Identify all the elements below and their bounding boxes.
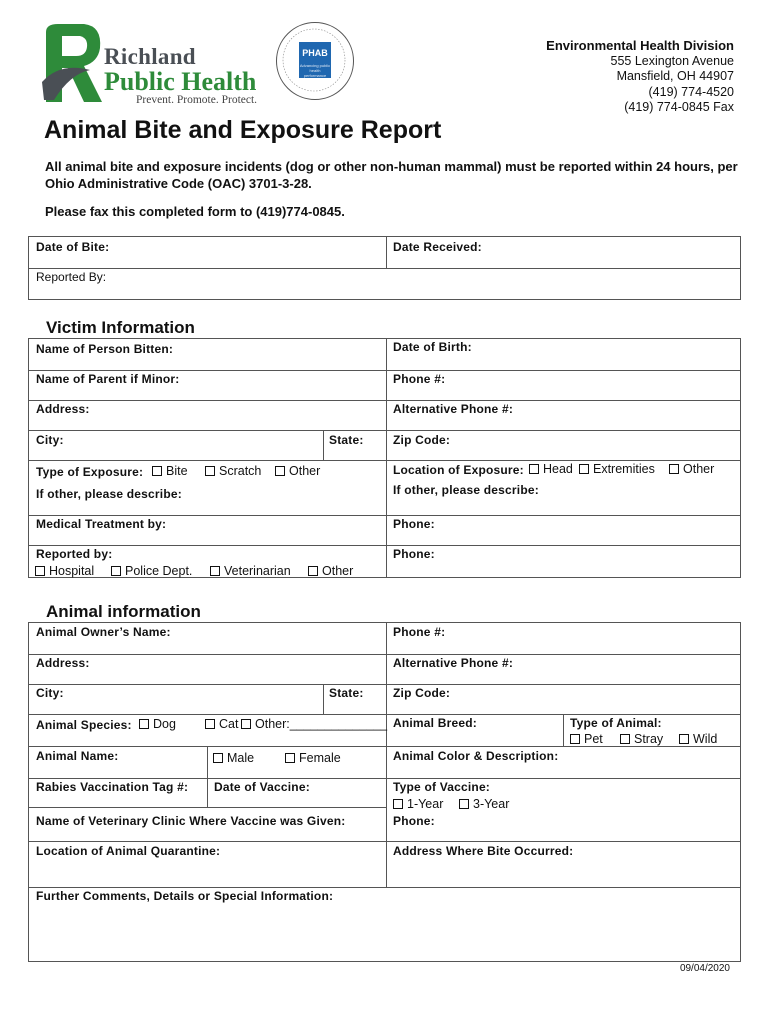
location-extremities-checkbox[interactable] [579, 462, 655, 476]
option-label: Other [322, 564, 354, 578]
option-label: Veterinarian [224, 564, 291, 578]
species-cat-checkbox[interactable] [205, 717, 238, 731]
option-label: Head [543, 462, 573, 476]
species-label: Animal Species: [36, 718, 132, 732]
checkbox-icon [213, 753, 223, 763]
reported-other-checkbox[interactable] [308, 564, 353, 578]
owner-state-field[interactable]: State: [329, 686, 364, 700]
checkbox-icon [669, 464, 679, 474]
option-label: Wild [693, 732, 718, 746]
logo-line2: Public Health [104, 67, 257, 96]
date-of-bite-field[interactable]: Date of Bite: [36, 240, 110, 254]
sex-female-checkbox[interactable] [285, 751, 341, 765]
richland-logo [40, 22, 270, 112]
checkbox-icon [620, 734, 630, 744]
exposure-scratch-checkbox[interactable] [205, 464, 261, 478]
type-pet-checkbox[interactable] [570, 732, 603, 746]
owner-zip-field[interactable]: Zip Code: [393, 686, 451, 700]
victim-zip-field[interactable]: Zip Code: [393, 433, 451, 447]
checkbox-icon [210, 566, 220, 576]
location-head-checkbox[interactable] [529, 462, 573, 476]
intro-text: All animal bite and exposure incidents (dog or other non-human mammal) must be reported within 24 hours, per Ohio Administrative Code (OAC) 3701-3-28. [45, 159, 738, 191]
type-wild-checkbox[interactable] [679, 732, 717, 746]
option-label: Hospital [49, 564, 95, 578]
checkbox-icon [285, 753, 295, 763]
option-label: Bite [166, 464, 188, 478]
comments-field[interactable]: Further Comments, Details or Special Information: [36, 889, 334, 903]
option-label: Stray [634, 732, 664, 746]
victim-table [28, 338, 741, 578]
option-label: Police Dept. [125, 564, 193, 578]
animal-section-heading: Animal information [46, 602, 201, 621]
exposure-other-describe-field[interactable]: If other, please describe: [36, 487, 182, 501]
owner-alt-phone-field[interactable]: Alternative Phone #: [393, 656, 514, 670]
richland-r-logo-icon [40, 22, 106, 106]
victim-phone-field[interactable]: Phone #: [393, 372, 446, 386]
owner-phone-field[interactable]: Phone #: [393, 625, 446, 639]
checkbox-icon [139, 719, 149, 729]
option-label: Dog [153, 717, 176, 731]
victim-address-field[interactable]: Address: [36, 402, 90, 416]
checkbox-icon [529, 464, 539, 474]
option-label: Other:______________ [255, 717, 388, 731]
checkbox-icon [241, 719, 251, 729]
division-contact [546, 38, 734, 116]
location-other-describe-field[interactable]: If other, please describe: [393, 483, 539, 497]
checkbox-icon [275, 466, 285, 476]
vaccine-type-label: Type of Vaccine: [393, 780, 491, 794]
exposure-location-label: Location of Exposure: [393, 463, 524, 477]
checkbox-icon [111, 566, 121, 576]
owner-city-field[interactable]: City: [36, 686, 64, 700]
victim-dob-field[interactable]: Date of Birth: [393, 340, 472, 354]
species-other-checkbox[interactable] [241, 717, 387, 731]
reported-by-field[interactable]: Reported By: [36, 270, 107, 284]
victim-name-field[interactable]: Name of Person Bitten: [36, 342, 174, 356]
animal-name-field[interactable]: Animal Name: [36, 749, 119, 763]
option-label: 3-Year [473, 797, 510, 811]
report-dates-table [28, 236, 741, 300]
victim-section-heading: Victim Information [46, 318, 195, 337]
reported-hospital-checkbox[interactable] [35, 564, 94, 578]
checkbox-icon [205, 719, 215, 729]
reported-veterinarian-checkbox[interactable] [210, 564, 291, 578]
location-other-checkbox[interactable] [669, 462, 714, 476]
page-title: Animal Bite and Exposure Report [44, 116, 442, 144]
animal-type-label: Type of Animal: [570, 716, 662, 730]
checkbox-icon [679, 734, 689, 744]
checkbox-icon [570, 734, 580, 744]
victim-alt-phone-field[interactable]: Alternative Phone #: [393, 402, 514, 416]
type-stray-checkbox[interactable] [620, 732, 663, 746]
victim-state-field[interactable]: State: [329, 433, 364, 447]
checkbox-icon [393, 799, 403, 809]
division-address1: 555 Lexington Avenue [610, 53, 734, 68]
vaccine-3year-checkbox[interactable] [459, 797, 509, 811]
division-name: Environmental Health Division [546, 38, 734, 53]
checkbox-icon [35, 566, 45, 576]
exposure-bite-checkbox[interactable] [152, 464, 188, 478]
date-received-field[interactable]: Date Received: [393, 240, 482, 254]
option-label: Scratch [219, 464, 262, 478]
phab-accreditation-seal [276, 22, 356, 102]
reported-police-checkbox[interactable] [111, 564, 192, 578]
vaccine-date-field[interactable]: Date of Vaccine: [214, 780, 310, 794]
rabies-tag-field[interactable]: Rabies Vaccination Tag #: [36, 780, 189, 794]
option-label: Female [299, 751, 341, 765]
fax-note: Please fax this completed form to (419)774-0845. [45, 204, 345, 219]
option-label: Male [227, 751, 255, 765]
option-label: 1-Year [407, 797, 444, 811]
option-label: Cat [219, 717, 239, 731]
exposure-other-checkbox[interactable] [275, 464, 320, 478]
victim-reported-by-label: Reported by: [36, 547, 113, 561]
medical-treatment-field[interactable]: Medical Treatment by: [36, 517, 167, 531]
owner-address-field[interactable]: Address: [36, 656, 90, 670]
checkbox-icon [579, 464, 589, 474]
option-label: Extremities [593, 462, 655, 476]
sex-male-checkbox[interactable] [213, 751, 254, 765]
phab-text: PHAB [302, 48, 328, 58]
checkbox-icon [205, 466, 215, 476]
vet-clinic-field[interactable]: Name of Veterinary Clinic Where Vaccine was Given: [36, 814, 346, 828]
animal-color-field[interactable]: Animal Color & Description: [393, 749, 559, 763]
checkbox-icon [152, 466, 162, 476]
checkbox-icon [308, 566, 318, 576]
form-date: 09/04/2020 [679, 963, 730, 974]
checkbox-icon [459, 799, 469, 809]
option-label: Pet [584, 732, 603, 746]
quarantine-location-field[interactable]: Location of Animal Quarantine: [36, 844, 221, 858]
animal-table [28, 622, 741, 962]
victim-city-field[interactable]: City: [36, 433, 64, 447]
exposure-type-label: Type of Exposure: [36, 465, 144, 479]
bite-address-field[interactable]: Address Where Bite Occurred: [393, 844, 574, 858]
species-dog-checkbox[interactable] [139, 717, 176, 731]
parent-name-field[interactable]: Name of Parent if Minor: [36, 372, 180, 386]
logo-line1: Richland [104, 44, 196, 69]
phab-subtext: Advancing public health performance [299, 63, 331, 78]
medical-phone-field[interactable]: Phone: [393, 517, 435, 531]
division-fax: (419) 774-0845 Fax [624, 100, 734, 114]
division-address2: Mansfield, OH 44907 [616, 69, 734, 83]
division-phone: (419) 774-4520 [648, 84, 734, 99]
vaccine-1year-checkbox[interactable] [393, 797, 443, 811]
reported-phone-field[interactable]: Phone: [393, 547, 435, 561]
option-label: Other [683, 462, 715, 476]
owner-name-field[interactable]: Animal Owner’s Name: [36, 625, 171, 639]
vet-clinic-phone-field[interactable]: Phone: [393, 814, 435, 828]
option-label: Other [289, 464, 321, 478]
animal-breed-field[interactable]: Animal Breed: [393, 716, 477, 730]
logo-tagline: Prevent. Promote. Protect. [136, 94, 258, 106]
